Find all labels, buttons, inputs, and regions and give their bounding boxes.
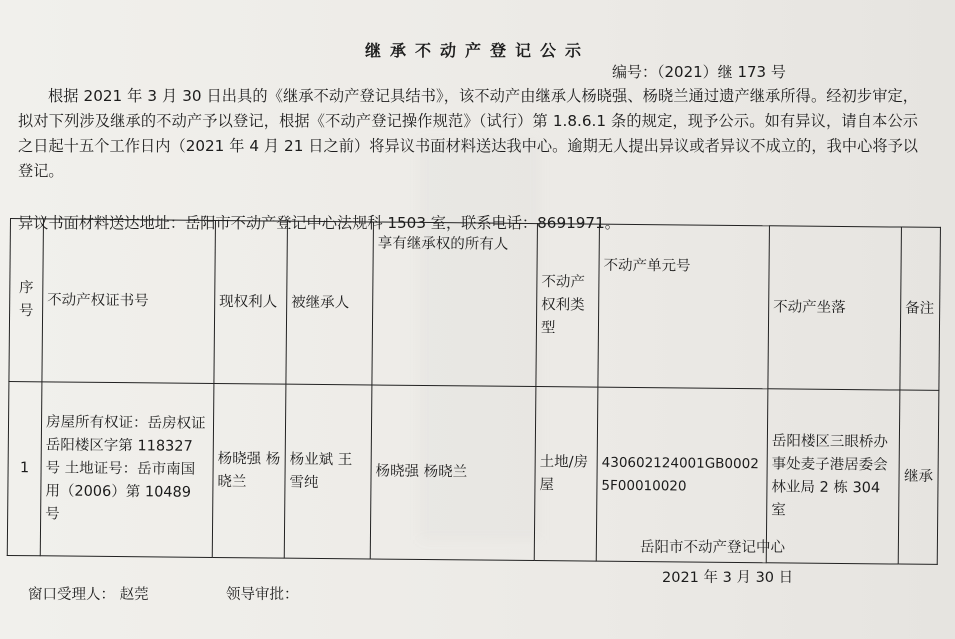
cell-right-type: 土地/房屋: [534, 387, 598, 562]
objection-address: 异议书面材料送达地址：岳阳市不动产登记中心法规科 1503 室，联系电话：8691971。: [18, 214, 620, 232]
clerk-name: 赵莞: [119, 587, 149, 603]
issue-date: 2021 年 3 月 30 日: [662, 570, 794, 586]
cell-cert-no: 房屋所有权证：岳房权证岳阳楼区字第 118327 号 土地证号：岳市南国用（2006）第 10489 号: [40, 382, 214, 558]
header-cert-no: 不动产权证书号: [42, 219, 216, 384]
cell-current-holder: 杨晓强 杨晓兰: [212, 383, 286, 558]
table-header-row: [9, 219, 941, 391]
issuer-name: 岳阳市不动产登记中心: [640, 540, 785, 556]
header-heirs: 享有继承权的所有人: [372, 222, 538, 387]
registration-table: [7, 218, 941, 565]
header-unit-no: 不动产单元号: [598, 224, 770, 389]
page-title: 继承不动产登记公示: [364, 41, 590, 60]
header-remark: 备注: [900, 227, 941, 390]
header-current-holder: 现权利人: [214, 220, 288, 384]
header-seq: 序号: [9, 219, 44, 382]
clerk-label: 窗口受理人：: [28, 587, 115, 603]
clerk-signature: [28, 583, 149, 604]
document-number: 编号：（2021）继 173 号: [612, 63, 786, 81]
cell-seq: 1: [7, 381, 42, 555]
cell-location: 岳阳楼区三眼桥办事处麦子港居委会林业局 2 栋 304 室: [766, 389, 900, 564]
cell-remark: 继承: [898, 390, 939, 564]
cell-decedent: 杨业斌 王雪纯: [284, 384, 372, 559]
notice-body: 根据 2021 年 3 月 30 日出具的《继承不动产登记具结书》，该不动产由继承人杨晓强、杨晓兰通过遗产继承所得。经初步审定， 拟对下列涉及继承的不动产予以登记，根据《不动产登记操作规范》（试行）第 1.8.6.1 条的规定，现予公示。如有异议，请自本公示之日起十五个工作日内（2021 年 4 月 21 日之前）将异议书面材料送达我中心。逾期无人提出异议或者异议不成立的，我中心将予以登记。: [18, 87, 918, 180]
header-right-type: 不动产权利类型: [536, 224, 600, 388]
cell-heirs: 杨晓强 杨晓兰: [370, 385, 536, 561]
header-decedent: 被继承人: [286, 221, 374, 385]
table-row: [7, 381, 939, 564]
cell-unit-no: 430602124001GB00025F00010020: [596, 387, 768, 563]
leader-approval-label: 领导审批：: [226, 587, 299, 603]
header-location: 不动产坐落: [768, 226, 902, 390]
